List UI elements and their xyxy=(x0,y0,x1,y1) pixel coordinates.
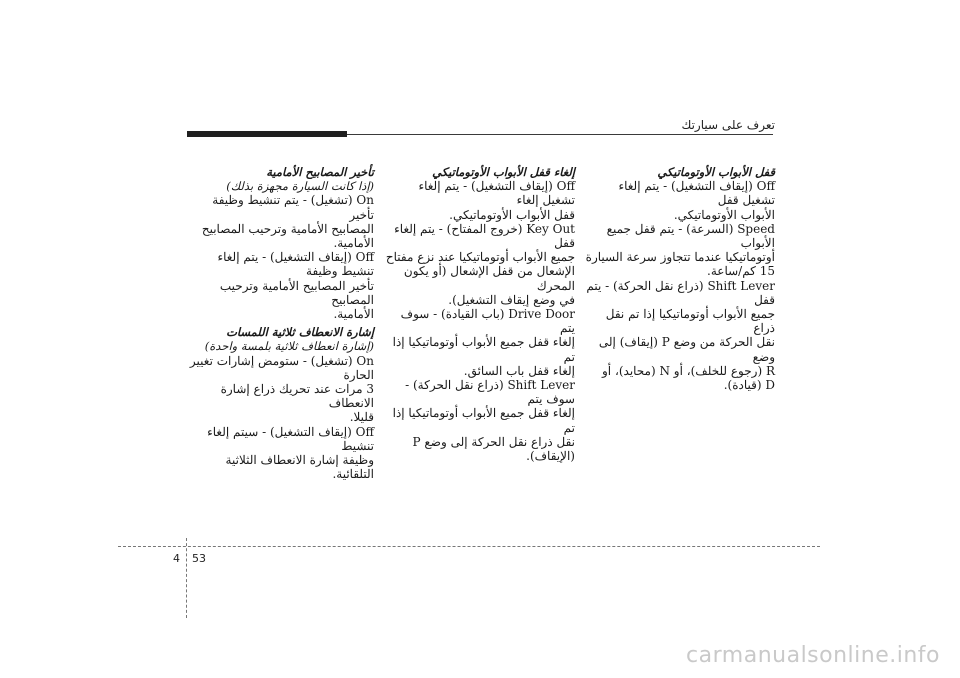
text-line: Drive Door (باب القيادة) - سوف يتم xyxy=(400,307,575,336)
text-line: Key Out (خروج المفتاح) - يتم إلغاء قفل xyxy=(394,221,575,251)
header-divider xyxy=(187,131,773,137)
column-auto-door-lock xyxy=(585,165,775,392)
text-line: إلغاء قفل جميع الأبواب أوتوماتيكيا إذا تم xyxy=(392,406,575,435)
section-heading-headlamp-delay: تأخير المصابيح الأمامية xyxy=(266,165,374,179)
text-line: Speed (السرعة) - يتم قفل جميع الأبواب xyxy=(606,221,775,251)
text-line: Off (إيقاف التشغيل) - يتم إلغاء تشغيل إلغاء xyxy=(418,179,575,208)
text-line: أوتوماتيكيا عندما تتجاوز سرعة السيارة xyxy=(585,250,775,265)
footer-divider xyxy=(118,546,820,547)
text-line: 15 كم/ساعة. xyxy=(707,264,775,279)
section-heading-auto-lock: قفل الأبواب الأوتوماتيكي xyxy=(657,165,775,179)
section-subheading-headlamp: (إذا كانت السيارة مجهزة بذلك) xyxy=(226,179,374,194)
column-auto-door-unlock xyxy=(385,165,575,463)
text-line: في وضع إيقاف التشغيل). xyxy=(448,292,575,307)
text-line: الأمامية. xyxy=(333,236,374,251)
text-line: إلغاء قفل باب السائق. xyxy=(463,363,575,378)
page-number: 53 xyxy=(192,552,206,565)
text-line: D (قيادة). xyxy=(723,378,775,393)
text-line: جميع الأبواب أوتوماتيكيا عند نزع مفتاح xyxy=(385,250,575,265)
text-line: الأبواب الأوتوماتيكي. xyxy=(673,207,775,222)
text-line: Shift Lever (ذراع نقل الحركة) - يتم قفل xyxy=(586,278,775,307)
section-subheading-turn-signal: (إشارة انعطاف ثلاثية بلمسة واحدة) xyxy=(204,339,374,354)
text-line: إلغاء قفل جميع الأبواب أوتوماتيكيا إذا تم xyxy=(392,335,575,364)
text-line: Off (إيقاف التشغيل) - سيتم إلغاء تنشيط xyxy=(207,424,374,453)
footer-vertical-divider xyxy=(186,538,187,618)
text-line: Shift Lever (ذراع نقل الحركة) - سوف يتم xyxy=(405,378,575,407)
text-line: الإشعال من قفل الإشعال (أو يكون المحرك xyxy=(403,264,575,293)
text-line: قفل الأبواب الأوتوماتيكي. xyxy=(449,207,575,222)
section-heading-auto-unlock: إلغاء قفل الأبواب الأوتوماتيكي xyxy=(432,165,575,179)
text-line: جميع الأبواب أوتوماتيكيا إذا تم نقل ذراع xyxy=(605,307,775,336)
text-line: الأمامية. xyxy=(333,307,374,322)
text-line: المصابيح الأمامية وترحيب المصابيح xyxy=(201,221,374,236)
watermark: carmanualsonline.info xyxy=(686,643,940,668)
text-line: تأخير المصابيح الأمامية وترحيب المصابيح xyxy=(219,278,374,307)
text-line: (الإيقاف). xyxy=(526,449,575,464)
column-headlamp-and-lane-change xyxy=(184,165,374,481)
text-line: Off (إيقاف التشغيل) - يتم إلغاء تشغيل قفل xyxy=(618,179,775,208)
text-line: قليلا. xyxy=(349,410,374,425)
text-line: On (تشغيل) - ستومض إشارات تغيير الحارة xyxy=(189,353,374,382)
text-line: Off (إيقاف التشغيل) - يتم إلغاء تنشيط وظيفة xyxy=(217,250,374,279)
header-accent-bar xyxy=(187,131,347,137)
section-heading-one-touch-turn: إشارة الانعطاف ثلاثية اللمسات xyxy=(226,325,374,340)
text-line: نقل ذراع نقل الحركة إلى وضع P xyxy=(412,434,575,449)
text-line: R (رجوع للخلف)، أو N (محايد)، أو xyxy=(602,363,775,378)
text-line: نقل الحركة من وضع P (إيقاف) إلى وضع xyxy=(598,335,775,364)
chapter-number: 4 xyxy=(173,552,180,565)
chapter-header-title: تعرف على سيارتك xyxy=(681,118,775,132)
text-line: وظيفة إشارة الانعطاف الثلاثية التلقائية. xyxy=(225,453,374,482)
text-line: 3 مرات عند تحريك ذراع إشارة الانعطاف xyxy=(220,382,374,411)
text-line: On (تشغيل) - يتم تنشيط وظيفة تأخير xyxy=(212,193,374,222)
